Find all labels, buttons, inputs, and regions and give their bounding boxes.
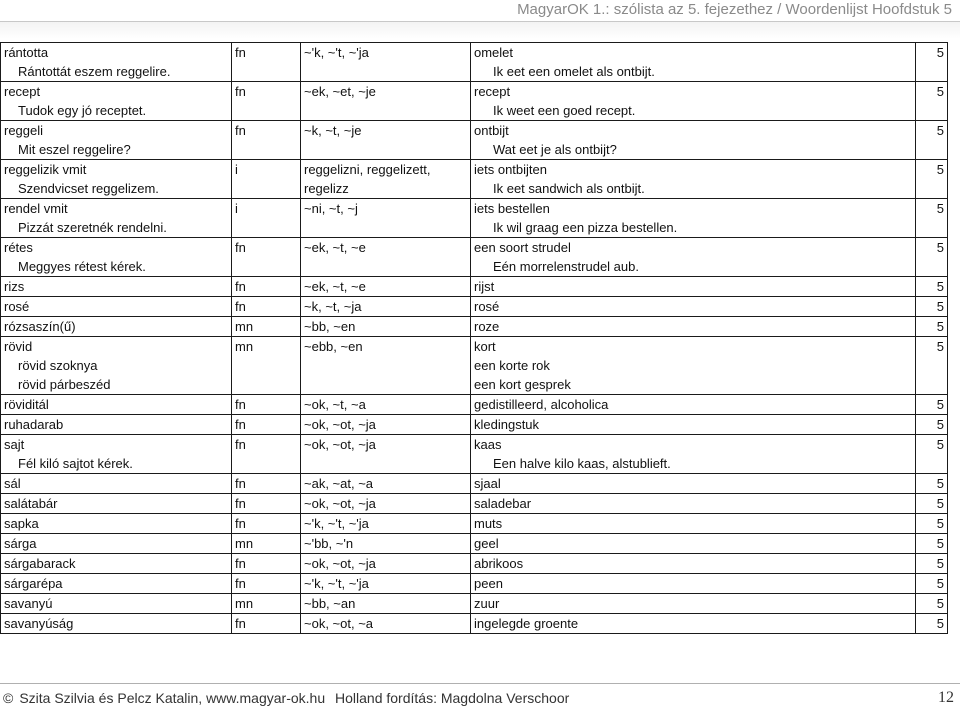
hungarian-example: rövid párbeszéd xyxy=(18,377,111,392)
word-forms: ~ok, ~ot, ~ja xyxy=(304,437,376,452)
chapter-number-cell xyxy=(916,435,948,474)
chapter-number: 5 xyxy=(936,201,944,216)
part-of-speech: fn xyxy=(235,476,246,491)
dutch-example: Ik eet een omelet als ontbijt. xyxy=(493,64,655,79)
chapter-number: 5 xyxy=(936,516,944,531)
table-row xyxy=(1,574,948,594)
chapter-number: 5 xyxy=(936,616,944,631)
chapter-number: 5 xyxy=(936,279,944,294)
hungarian-word-cell xyxy=(1,474,232,494)
table-row xyxy=(1,82,948,121)
chapter-number: 5 xyxy=(936,240,944,255)
word-forms: ~ok, ~ot, ~a xyxy=(304,616,374,631)
part-of-speech-cell xyxy=(232,43,301,82)
chapter-number: 5 xyxy=(936,84,944,99)
part-of-speech-cell xyxy=(232,160,301,199)
hungarian-word-cell xyxy=(1,297,232,317)
table-row xyxy=(1,160,948,199)
hungarian-word-cell xyxy=(1,199,232,238)
chapter-number-cell xyxy=(916,297,948,317)
table-row xyxy=(1,337,948,395)
dutch-meaning: abrikoos xyxy=(474,556,524,571)
dutch-meaning: sjaal xyxy=(474,476,501,491)
footer-rule xyxy=(0,683,960,684)
dutch-meaning-cell xyxy=(471,494,916,514)
hungarian-word: savanyúság xyxy=(4,616,74,631)
part-of-speech: mn xyxy=(235,339,254,354)
chapter-number: 5 xyxy=(936,123,944,138)
word-forms-cell xyxy=(301,614,471,634)
dutch-meaning-cell xyxy=(471,614,916,634)
chapter-number-cell xyxy=(916,415,948,435)
dutch-meaning-cell xyxy=(471,160,916,199)
word-forms: ~ni, ~t, ~j xyxy=(304,201,358,216)
hungarian-word-cell xyxy=(1,574,232,594)
part-of-speech: fn xyxy=(235,417,246,432)
dutch-meaning: iets ontbijten xyxy=(474,162,547,177)
word-forms: ~'k, ~'t, ~'ja xyxy=(304,516,369,531)
table-row xyxy=(1,238,948,277)
dutch-meaning-cell xyxy=(471,554,916,574)
hungarian-example: Fél kiló sajtot kérek. xyxy=(18,456,133,471)
hungarian-word: rizs xyxy=(4,279,25,294)
dutch-meaning-cell xyxy=(471,82,916,121)
word-forms-cell xyxy=(301,238,471,277)
chapter-number: 5 xyxy=(936,45,944,60)
hungarian-word-cell xyxy=(1,82,232,121)
dutch-meaning-cell xyxy=(471,337,916,395)
dutch-meaning: kledingstuk xyxy=(474,417,540,432)
chapter-number-cell xyxy=(916,82,948,121)
chapter-number-cell xyxy=(916,554,948,574)
word-forms-cell xyxy=(301,277,471,297)
part-of-speech: fn xyxy=(235,516,246,531)
word-forms: ~ak, ~at, ~a xyxy=(304,476,374,491)
part-of-speech-cell xyxy=(232,297,301,317)
hungarian-word-cell xyxy=(1,43,232,82)
chapter-number: 5 xyxy=(936,556,944,571)
hungarian-example: Rántottát eszem reggelire. xyxy=(18,64,171,79)
part-of-speech-cell xyxy=(232,415,301,435)
part-of-speech: mn xyxy=(235,536,254,551)
hungarian-word: savanyú xyxy=(4,596,53,611)
part-of-speech: fn xyxy=(235,496,246,511)
word-forms-cell xyxy=(301,554,471,574)
footer-credit xyxy=(3,689,569,707)
hungarian-word: salátabár xyxy=(4,496,58,511)
chapter-number-cell xyxy=(916,238,948,277)
chapter-number: 5 xyxy=(936,576,944,591)
hungarian-example: Pizzát szeretnék rendelni. xyxy=(18,220,167,235)
chapter-number-cell xyxy=(916,574,948,594)
hungarian-word: recept xyxy=(4,84,41,99)
part-of-speech: fn xyxy=(235,576,246,591)
dutch-meaning: kaas xyxy=(474,437,502,452)
chapter-number: 5 xyxy=(936,397,944,412)
chapter-number-cell xyxy=(916,317,948,337)
dutch-example: Ik weet een goed recept. xyxy=(493,103,636,118)
hungarian-word-cell xyxy=(1,337,232,395)
dutch-example: Ik eet sandwich als ontbijt. xyxy=(493,181,645,196)
part-of-speech: mn xyxy=(235,319,254,334)
dutch-meaning: iets bestellen xyxy=(474,201,550,216)
word-forms-cell xyxy=(301,199,471,238)
part-of-speech: fn xyxy=(235,397,246,412)
dutch-meaning: recept xyxy=(474,84,511,99)
part-of-speech-cell xyxy=(232,435,301,474)
vocabulary-table-body xyxy=(1,43,948,634)
part-of-speech-cell xyxy=(232,534,301,554)
chapter-number: 5 xyxy=(936,319,944,334)
word-forms: ~'bb, ~'n xyxy=(304,536,354,551)
part-of-speech-cell xyxy=(232,395,301,415)
dutch-meaning-cell xyxy=(471,415,916,435)
chapter-number-cell xyxy=(916,494,948,514)
word-forms-cell xyxy=(301,514,471,534)
dutch-meaning-cell xyxy=(471,199,916,238)
chapter-number: 5 xyxy=(936,437,944,452)
table-row xyxy=(1,474,948,494)
vocabulary-table xyxy=(0,42,948,634)
dutch-meaning-cell xyxy=(471,514,916,534)
dutch-example: Eén morrelenstrudel aub. xyxy=(493,259,639,274)
table-row xyxy=(1,494,948,514)
hungarian-example: Tudok egy jó receptet. xyxy=(18,103,147,118)
word-forms-cell xyxy=(301,43,471,82)
dutch-meaning-cell xyxy=(471,435,916,474)
part-of-speech-cell xyxy=(232,554,301,574)
chapter-number: 5 xyxy=(936,417,944,432)
word-forms: regelizz xyxy=(304,181,349,196)
chapter-number-cell xyxy=(916,121,948,160)
word-forms-cell xyxy=(301,415,471,435)
part-of-speech-cell xyxy=(232,199,301,238)
part-of-speech: fn xyxy=(235,299,246,314)
chapter-number-cell xyxy=(916,534,948,554)
chapter-number: 5 xyxy=(936,596,944,611)
chapter-number-cell xyxy=(916,395,948,415)
dutch-meaning-cell xyxy=(471,395,916,415)
table-row xyxy=(1,277,948,297)
dutch-meaning-cell xyxy=(471,534,916,554)
table-row xyxy=(1,317,948,337)
footer-authors: Szita Szilvia és Pelcz Katalin, www.magyar-ok.hu xyxy=(19,690,326,706)
dutch-meaning-cell xyxy=(471,277,916,297)
word-forms: ~k, ~t, ~ja xyxy=(304,299,362,314)
part-of-speech: fn xyxy=(235,240,246,255)
word-forms-cell xyxy=(301,121,471,160)
chapter-number-cell xyxy=(916,474,948,494)
dutch-meaning-cell xyxy=(471,297,916,317)
dutch-example: Een halve kilo kaas, alstublieft. xyxy=(493,456,671,471)
word-forms-cell xyxy=(301,82,471,121)
page-header-title: MagyarOK 1.: szólista az 5. fejezethez / Woordenlijst Hoofdstuk 5 xyxy=(517,1,952,18)
word-forms-cell xyxy=(301,474,471,494)
hungarian-word-cell xyxy=(1,534,232,554)
dutch-meaning: muts xyxy=(474,516,503,531)
word-forms: ~ok, ~ot, ~ja xyxy=(304,496,376,511)
word-forms-cell xyxy=(301,574,471,594)
word-forms: ~'k, ~'t, ~'ja xyxy=(304,45,369,60)
chapter-number: 5 xyxy=(936,476,944,491)
hungarian-word: rétes xyxy=(4,240,33,255)
part-of-speech: i xyxy=(235,162,238,177)
hungarian-word-cell xyxy=(1,317,232,337)
part-of-speech-cell xyxy=(232,514,301,534)
word-forms: ~ok, ~ot, ~ja xyxy=(304,556,376,571)
hungarian-word: sál xyxy=(4,476,21,491)
hungarian-word-cell xyxy=(1,277,232,297)
hungarian-word: rendel vmit xyxy=(4,201,68,216)
word-forms: ~ek, ~t, ~e xyxy=(304,279,366,294)
dutch-meaning: ingelegde groente xyxy=(474,616,579,631)
hungarian-word: sárgabarack xyxy=(4,556,76,571)
part-of-speech-cell xyxy=(232,82,301,121)
dutch-meaning-cell xyxy=(471,574,916,594)
part-of-speech-cell xyxy=(232,121,301,160)
table-row xyxy=(1,534,948,554)
chapter-number: 5 xyxy=(936,536,944,551)
part-of-speech-cell xyxy=(232,337,301,395)
dutch-meaning: roze xyxy=(474,319,500,334)
hungarian-word: sajt xyxy=(4,437,25,452)
hungarian-word-cell xyxy=(1,554,232,574)
table-row xyxy=(1,415,948,435)
footer-translation: Holland fordítás: Magdolna Verschoor xyxy=(335,690,570,706)
hungarian-word: sapka xyxy=(4,516,39,531)
page-number: 12 xyxy=(938,689,954,706)
chapter-number: 5 xyxy=(936,339,944,354)
part-of-speech: fn xyxy=(235,123,246,138)
hungarian-word: sárgarépa xyxy=(4,576,63,591)
word-forms-cell xyxy=(301,317,471,337)
part-of-speech-cell xyxy=(232,474,301,494)
dutch-meaning: omelet xyxy=(474,45,514,60)
chapter-number-cell xyxy=(916,160,948,199)
dutch-meaning: zuur xyxy=(474,596,500,611)
word-forms: ~bb, ~en xyxy=(304,319,356,334)
dutch-example: Ik wil graag een pizza bestellen. xyxy=(493,220,678,235)
dutch-meaning: gedistilleerd, alcoholica xyxy=(474,397,609,412)
word-forms-cell xyxy=(301,337,471,395)
table-row xyxy=(1,297,948,317)
hungarian-word-cell xyxy=(1,121,232,160)
part-of-speech-cell xyxy=(232,317,301,337)
header-rule xyxy=(0,21,960,39)
part-of-speech: fn xyxy=(235,45,246,60)
chapter-number-cell xyxy=(916,199,948,238)
hungarian-word-cell xyxy=(1,395,232,415)
hungarian-word-cell xyxy=(1,514,232,534)
word-forms-cell xyxy=(301,494,471,514)
dutch-meaning-cell xyxy=(471,121,916,160)
word-forms-cell xyxy=(301,534,471,554)
word-forms: ~ebb, ~en xyxy=(304,339,363,354)
table-row xyxy=(1,199,948,238)
dutch-meaning: peen xyxy=(474,576,503,591)
chapter-number: 5 xyxy=(936,299,944,314)
part-of-speech-cell xyxy=(232,277,301,297)
word-forms: ~ok, ~t, ~a xyxy=(304,397,366,412)
chapter-number-cell xyxy=(916,43,948,82)
dutch-meaning: een soort strudel xyxy=(474,240,571,255)
part-of-speech: i xyxy=(235,201,238,216)
chapter-number-cell xyxy=(916,514,948,534)
hungarian-word-cell xyxy=(1,594,232,614)
dutch-meaning-cell xyxy=(471,317,916,337)
dutch-example: een korte rok xyxy=(474,358,550,373)
hungarian-word: reggeli xyxy=(4,123,44,138)
copyright-icon: © xyxy=(3,690,14,706)
hungarian-example: Mit eszel reggelire? xyxy=(18,142,131,157)
part-of-speech: fn xyxy=(235,556,246,571)
part-of-speech-cell xyxy=(232,594,301,614)
chapter-number: 5 xyxy=(936,496,944,511)
hungarian-example: Meggyes rétest kérek. xyxy=(18,259,146,274)
word-forms-cell xyxy=(301,297,471,317)
part-of-speech: fn xyxy=(235,437,246,452)
dutch-example: een kort gesprek xyxy=(474,377,571,392)
hungarian-word: röviditál xyxy=(4,397,49,412)
table-row xyxy=(1,121,948,160)
table-row xyxy=(1,435,948,474)
hungarian-word: ruhadarab xyxy=(4,417,64,432)
dutch-meaning: rosé xyxy=(474,299,500,314)
hungarian-word: reggelizik vmit xyxy=(4,162,87,177)
hungarian-word: rövid xyxy=(4,339,33,354)
chapter-number-cell xyxy=(916,337,948,395)
part-of-speech-cell xyxy=(232,614,301,634)
chapter-number: 5 xyxy=(936,162,944,177)
dutch-meaning-cell xyxy=(471,43,916,82)
dutch-example: Wat eet je als ontbijt? xyxy=(493,142,617,157)
part-of-speech: mn xyxy=(235,596,254,611)
table-row xyxy=(1,594,948,614)
dutch-meaning: rijst xyxy=(474,279,495,294)
hungarian-word-cell xyxy=(1,614,232,634)
chapter-number-cell xyxy=(916,614,948,634)
hungarian-word: sárga xyxy=(4,536,37,551)
chapter-number-cell xyxy=(916,594,948,614)
hungarian-word-cell xyxy=(1,415,232,435)
table-row xyxy=(1,514,948,534)
part-of-speech-cell xyxy=(232,494,301,514)
part-of-speech-cell xyxy=(232,238,301,277)
chapter-number-cell xyxy=(916,277,948,297)
word-forms: ~bb, ~an xyxy=(304,596,356,611)
table-row xyxy=(1,614,948,634)
word-forms-cell xyxy=(301,594,471,614)
hungarian-word-cell xyxy=(1,238,232,277)
hungarian-word-cell xyxy=(1,494,232,514)
hungarian-word: rosé xyxy=(4,299,30,314)
word-forms: ~'k, ~'t, ~'ja xyxy=(304,576,369,591)
hungarian-word-cell xyxy=(1,160,232,199)
page-header xyxy=(517,0,952,20)
dutch-meaning: ontbijt xyxy=(474,123,509,138)
dutch-meaning: geel xyxy=(474,536,499,551)
word-forms: ~ek, ~t, ~e xyxy=(304,240,366,255)
word-forms-cell xyxy=(301,160,471,199)
word-forms: ~ek, ~et, ~je xyxy=(304,84,376,99)
hungarian-example: rövid szoknya xyxy=(18,358,98,373)
table-row xyxy=(1,395,948,415)
part-of-speech: fn xyxy=(235,616,246,631)
hungarian-word: rántotta xyxy=(4,45,49,60)
hungarian-word: rózsaszín(ű) xyxy=(4,319,76,334)
hungarian-word-cell xyxy=(1,435,232,474)
word-forms-cell xyxy=(301,435,471,474)
dutch-meaning: saladebar xyxy=(474,496,532,511)
table-row xyxy=(1,43,948,82)
dutch-meaning: kort xyxy=(474,339,496,354)
part-of-speech: fn xyxy=(235,279,246,294)
part-of-speech-cell xyxy=(232,574,301,594)
hungarian-example: Szendvicset reggelizem. xyxy=(18,181,159,196)
dutch-meaning-cell xyxy=(471,474,916,494)
word-forms: ~ok, ~ot, ~ja xyxy=(304,417,376,432)
word-forms: reggelizni, reggelizett, xyxy=(304,162,431,177)
dutch-meaning-cell xyxy=(471,238,916,277)
word-forms-cell xyxy=(301,395,471,415)
dutch-meaning-cell xyxy=(471,594,916,614)
word-forms: ~k, ~t, ~je xyxy=(304,123,362,138)
page-footer xyxy=(0,689,960,707)
part-of-speech: fn xyxy=(235,84,246,99)
table-row xyxy=(1,554,948,574)
